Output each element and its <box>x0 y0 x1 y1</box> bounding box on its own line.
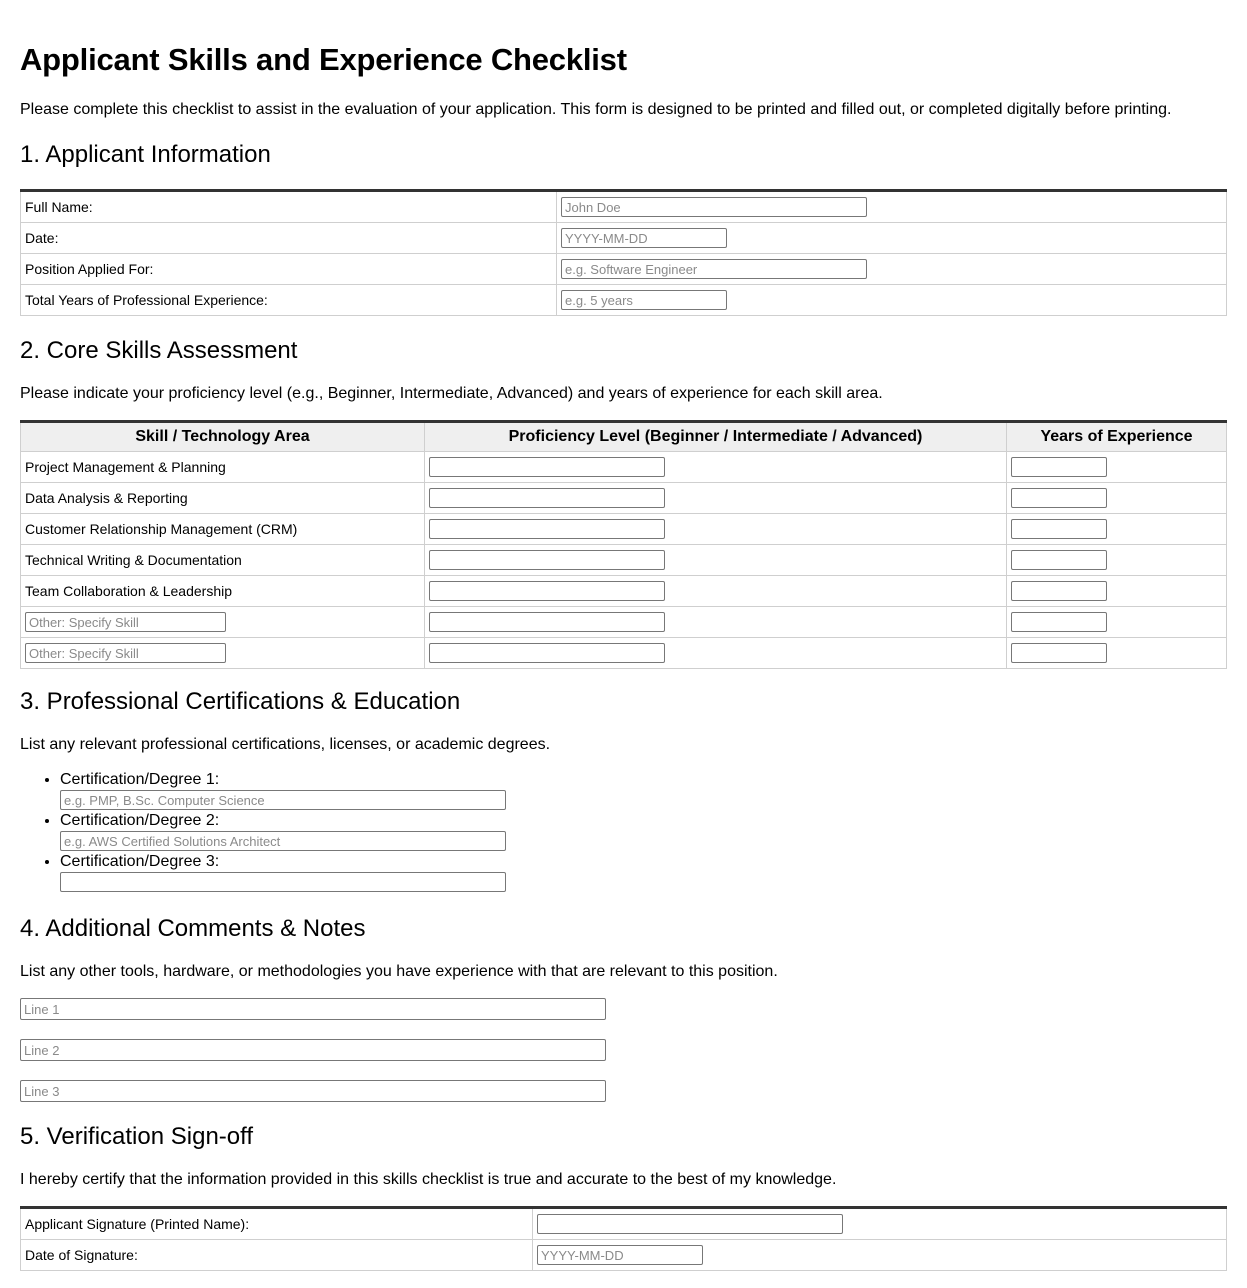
section-heading-applicant-info: 1. Applicant Information <box>20 141 271 168</box>
table-row <box>21 1240 1227 1271</box>
comment-line-input[interactable] <box>20 1080 606 1102</box>
certification-input[interactable] <box>60 831 506 851</box>
table-row <box>21 514 1227 545</box>
proficiency-input[interactable] <box>429 612 665 632</box>
years-input[interactable] <box>1011 519 1107 539</box>
table-row <box>21 254 1227 285</box>
date-input[interactable] <box>561 228 727 248</box>
signature-input[interactable] <box>537 1214 843 1234</box>
full-name-input[interactable] <box>561 197 867 217</box>
other-skill-input[interactable] <box>25 612 226 632</box>
column-header-proficiency: Proficiency Level (Beginner / Intermediate / Advanced) <box>425 422 1007 452</box>
table-row <box>21 576 1227 607</box>
proficiency-input[interactable] <box>429 519 665 539</box>
full-name-label: Full Name: <box>21 191 557 223</box>
list-item <box>60 811 506 852</box>
core-skills-note: Please indicate your proficiency level (e.g., Beginner, Intermediate, Advanced) and years of experience for each skill area. <box>20 385 883 402</box>
table-row <box>21 285 1227 316</box>
section-heading-verification: 5. Verification Sign-off <box>20 1123 254 1150</box>
section-heading-certifications: 3. Professional Certifications & Education <box>20 688 461 715</box>
comment-line-input[interactable] <box>20 998 606 1020</box>
certification-input[interactable] <box>60 790 506 810</box>
table-row <box>21 545 1227 576</box>
skill-name: Technical Writing & Documentation <box>21 545 425 576</box>
applicant-info-table <box>20 189 1227 316</box>
certification-input[interactable] <box>60 872 506 892</box>
verification-table <box>20 1206 1227 1271</box>
signature-date-input[interactable] <box>537 1245 703 1265</box>
certifications-list <box>20 770 506 893</box>
comments-note: List any other tools, hardware, or methodologies you have experience with that are relevant to this position. <box>20 963 778 980</box>
intro-text: Please complete this checklist to assist in the evaluation of your application. This form is designed to be printed and filled out, or completed digitally before printing. <box>20 101 1172 118</box>
skill-name: Team Collaboration & Leadership <box>21 576 425 607</box>
years-input[interactable] <box>1011 612 1107 632</box>
table-row <box>21 638 1227 669</box>
years-input[interactable] <box>1011 581 1107 601</box>
years-input[interactable] <box>1011 488 1107 508</box>
proficiency-input[interactable] <box>429 581 665 601</box>
list-item <box>60 770 506 811</box>
table-header-row <box>21 422 1227 452</box>
total-experience-input[interactable] <box>561 290 727 310</box>
skill-name: Project Management & Planning <box>21 452 425 483</box>
table-row <box>21 483 1227 514</box>
section-heading-comments: 4. Additional Comments & Notes <box>20 915 366 942</box>
column-header-years: Years of Experience <box>1007 422 1227 452</box>
table-row <box>21 191 1227 223</box>
table-row <box>21 1208 1227 1240</box>
table-row <box>21 452 1227 483</box>
proficiency-input[interactable] <box>429 643 665 663</box>
comment-line-input[interactable] <box>20 1039 606 1061</box>
certification-label: Certification/Degree 2: <box>60 812 220 829</box>
other-skill-input[interactable] <box>25 643 226 663</box>
list-item <box>60 852 506 893</box>
verification-note: I hereby certify that the information provided in this skills checklist is true and accurate to the best of my knowledge. <box>20 1171 837 1188</box>
position-input[interactable] <box>561 259 867 279</box>
page-title: Applicant Skills and Experience Checklist <box>20 42 627 77</box>
column-header-skill: Skill / Technology Area <box>21 422 425 452</box>
certification-label: Certification/Degree 1: <box>60 771 220 788</box>
core-skills-table <box>20 420 1227 669</box>
position-label: Position Applied For: <box>21 254 557 285</box>
date-label: Date: <box>21 223 557 254</box>
section-heading-core-skills: 2. Core Skills Assessment <box>20 337 298 364</box>
proficiency-input[interactable] <box>429 457 665 477</box>
years-input[interactable] <box>1011 643 1107 663</box>
signature-label: Applicant Signature (Printed Name): <box>21 1208 533 1240</box>
table-row <box>21 607 1227 638</box>
proficiency-input[interactable] <box>429 488 665 508</box>
proficiency-input[interactable] <box>429 550 665 570</box>
certifications-note: List any relevant professional certifications, licenses, or academic degrees. <box>20 736 551 753</box>
total-experience-label: Total Years of Professional Experience: <box>21 285 557 316</box>
years-input[interactable] <box>1011 550 1107 570</box>
certification-label: Certification/Degree 3: <box>60 853 220 870</box>
table-row <box>21 223 1227 254</box>
years-input[interactable] <box>1011 457 1107 477</box>
skill-name: Data Analysis & Reporting <box>21 483 425 514</box>
signature-date-label: Date of Signature: <box>21 1240 533 1271</box>
skill-name: Customer Relationship Management (CRM) <box>21 514 425 545</box>
